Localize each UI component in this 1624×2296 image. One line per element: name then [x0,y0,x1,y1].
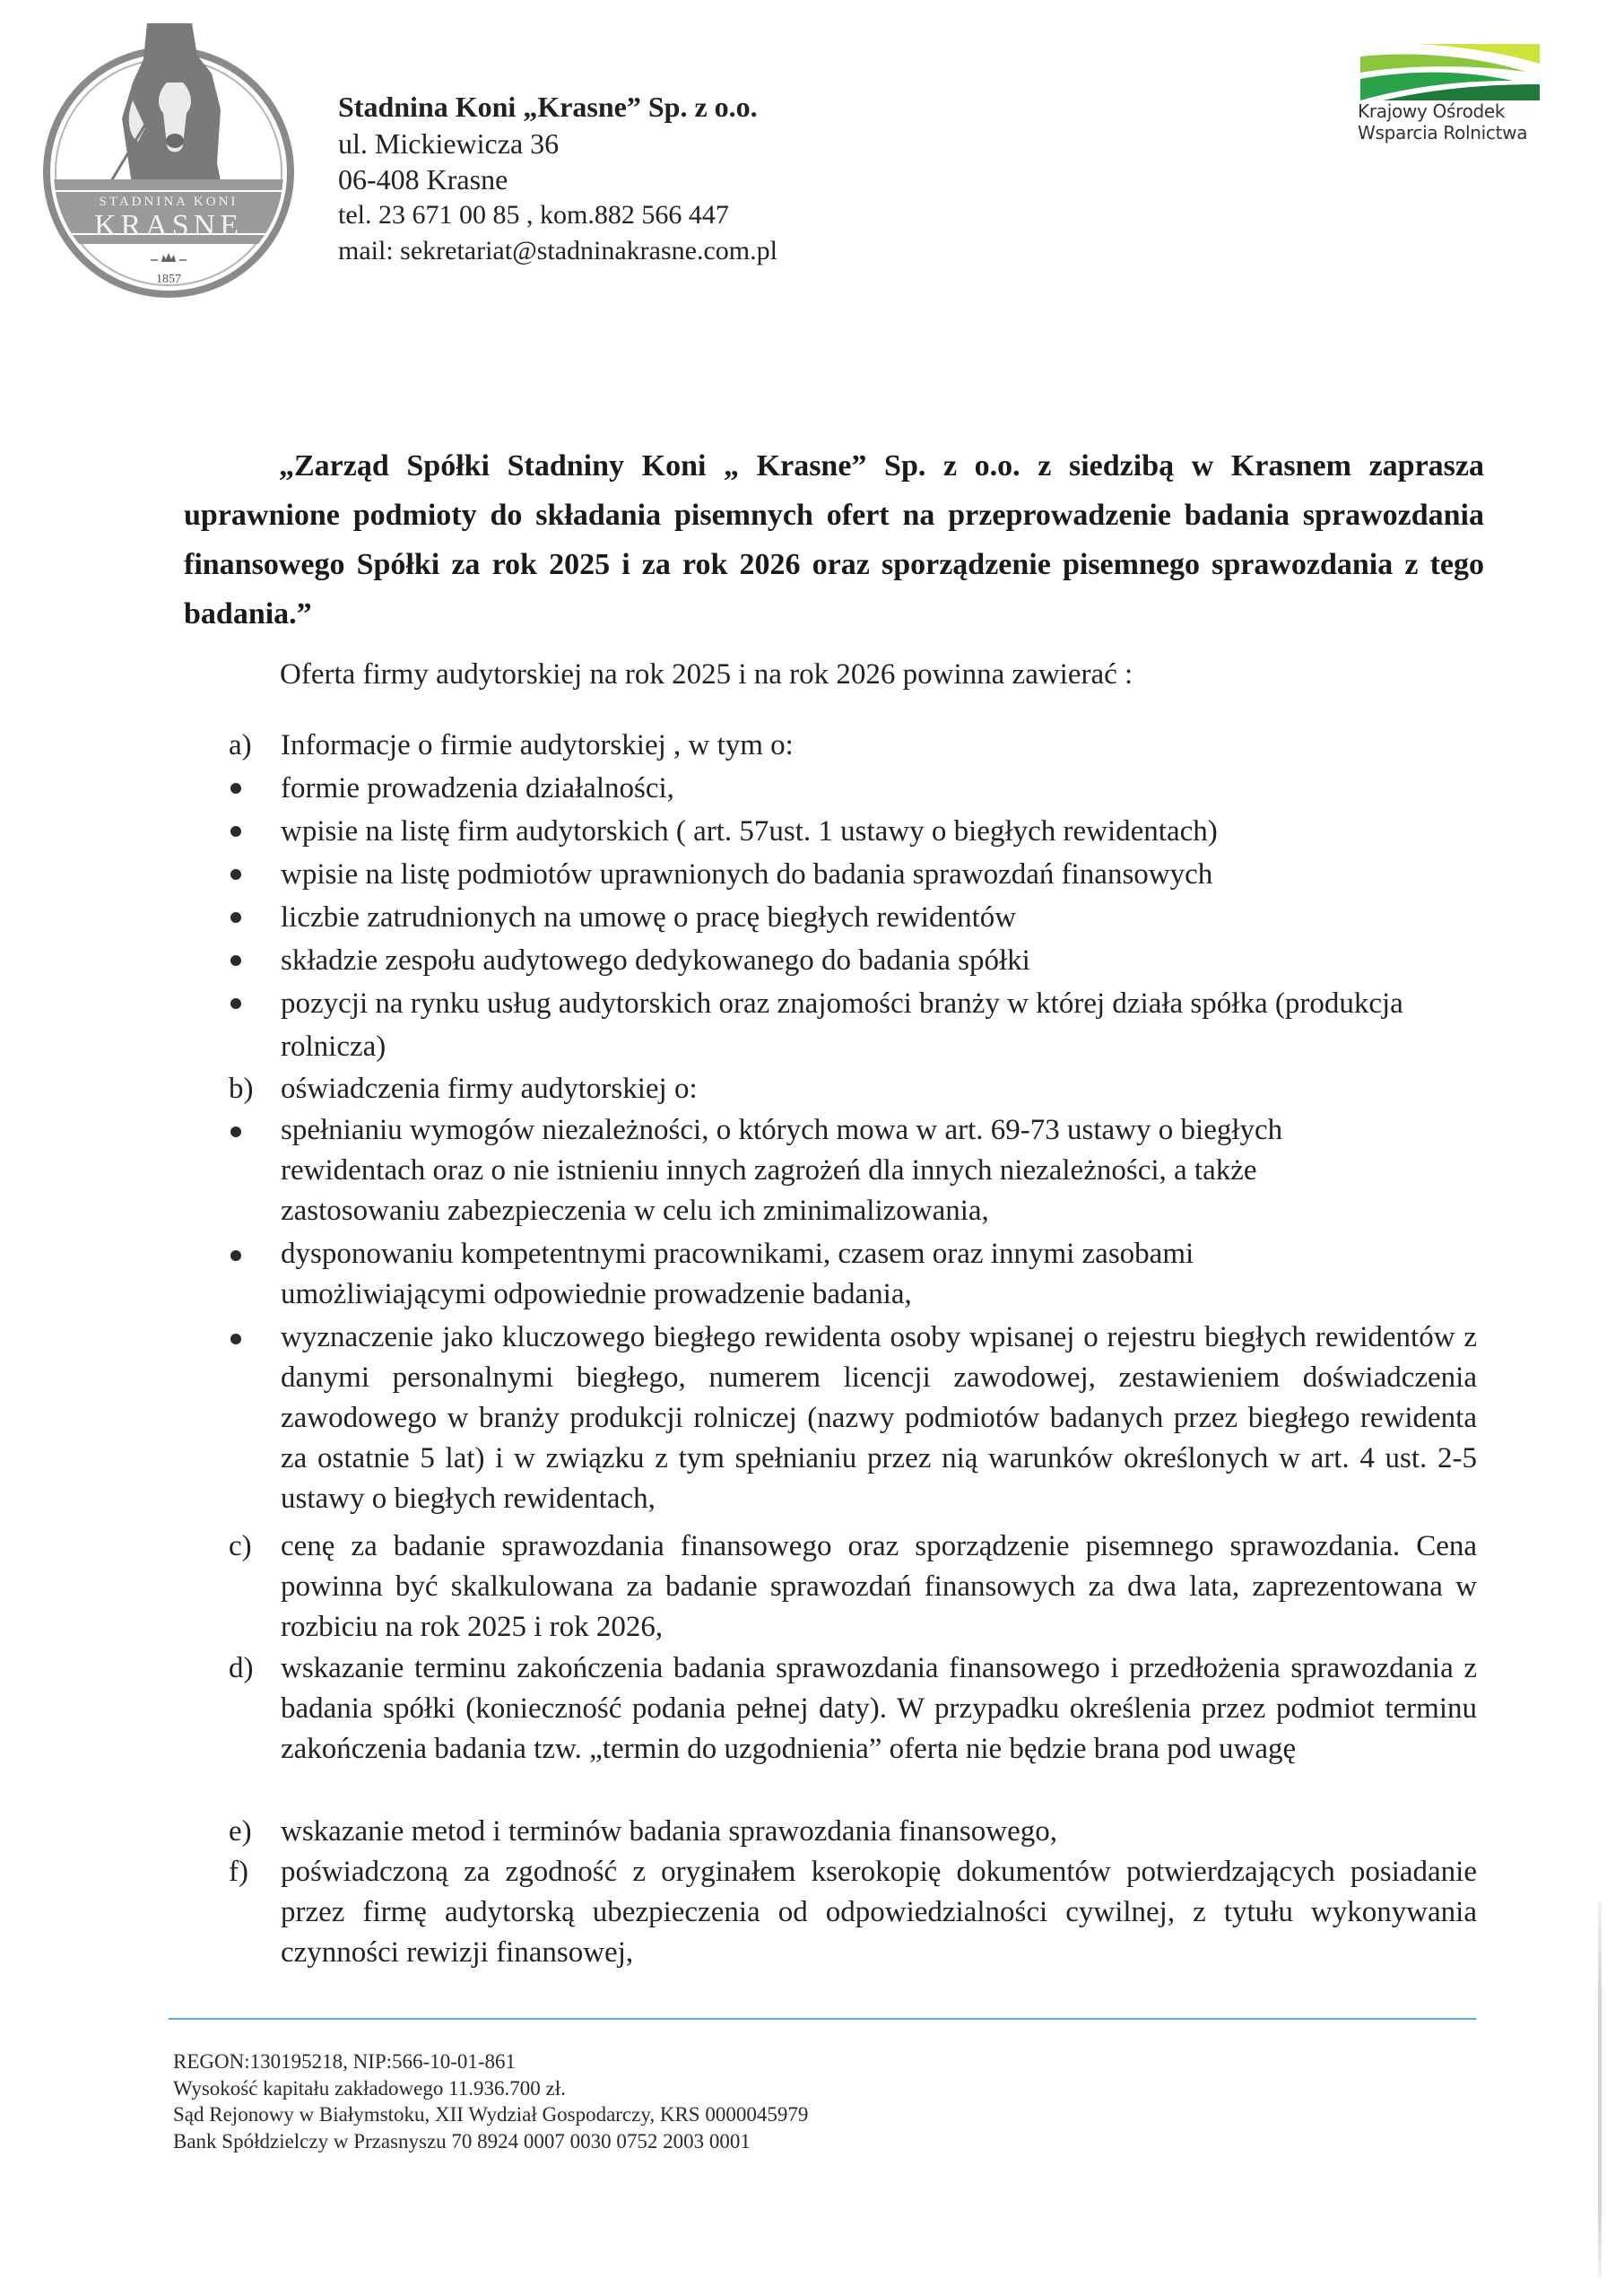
list-item: d) wskazanie terminu zakończenia badania sprawozdania finansowego i przedłożenia sprawozdania z badania spółki (konieczność podania pełnej daty). W przypadku określenia przez podmiot terminu zakończenia badania tzw. „termin do uzgodnienia” oferta nie będzie brana pod uwagę [179,1648,1477,1770]
company-postal-city: 06-408 Krasne [338,163,508,196]
footer-line: Sąd Rejonowy w Białymstoku, XII Wydział Gospodarczy, KRS 0000045979 [173,2103,809,2126]
list-item: spełnianiu wymogów niezależności, o których mowa w art. 69-73 ustawy o biegłych rewidentach oraz o nie istnieniu innych zagrożeń dla innych niezależności, a także zastosowaniu zabezpieczenia w celu ich zminimalizowania, [179,1110,1477,1231]
company-phone: tel. 23 671 00 85 , kom.882 566 447 [338,200,729,230]
list-marker: f) [229,1856,248,1888]
footer-divider [169,2018,1476,2020]
kowr-line-1: Krajowy Ośrodek [1358,100,1506,122]
invitation-paragraph [184,441,1484,639]
company-name: Stadnina Koni „Krasne” Sp. z o.o. [338,91,758,123]
footer-line: Bank Spółdzielczy w Przasnyszu 70 8924 0007 0030 0752 2003 0001 [173,2129,751,2152]
list-item: składzie zespołu audytowego dedykowanego do badania spółki [179,939,1477,982]
list-marker: a) [229,729,252,761]
list-item: e) wskazanie metod i terminów badania sprawozdania finansowego, [179,1812,1477,1852]
svg-text:KRASNE: KRASNE [93,209,244,242]
invitation-text: „Zarząd Spółki Stadniny Koni „ Krasne” Sp. z o.o. z siedzibą w Krasnem zaprasza uprawnione podmioty do składania pisemnych ofert na przeprowadzenie badania sprawozdania finansowego Spółki za rok 2025 i za rok 2026 oraz sporządzenie pisemnego sprawozdania z tego badania.” [184,449,1484,631]
footer-line: REGON:130195218, NIP:566-10-01-861 [173,2050,517,2073]
section-c [179,1526,1477,1648]
bullet-icon [230,955,241,966]
list-marker: b) [229,1073,254,1105]
list-marker: e) [229,1815,252,1848]
footer-line: Wysokość kapitału zakładowego 11.936.700 zł. [173,2076,566,2100]
bullet-icon [230,998,241,1009]
bullet-icon [230,1250,241,1261]
bullet-icon [230,869,241,880]
section-a [179,724,1477,1068]
list-item: dysponowaniu kompetentnymi pracownikami, czasem oraz innymi zasobami umożliwiającymi odpowiednie prowadzenie badania, [179,1234,1477,1315]
bullet-icon [230,1126,241,1137]
kowr-logo-text [1358,100,1555,144]
company-street: ul. Mickiewicza 36 [338,127,560,160]
company-address-block [338,88,966,269]
list-item: wpisie na listę firm audytorskich ( art. 57ust. 1 ustawy o biegłych rewidentach) [179,810,1477,853]
list-item: c) cenę za badanie sprawozdania finansowego oraz sporządzenie pisemnego sprawozdania. Cena powinna być skalkulowana za badanie sprawozdań finansowych za dwa lata, zaprezentowana w rozbiciu na rok 2025 i rok 2026, [179,1526,1477,1648]
list-item: wyznaczenie jako kluczowego biegłego rewidenta osoby wpisanej o rejestru biegłych rewidentów z danymi personalnymi biegłego, numerem licencji zawodowej, zestawieniem doświadczenia zawodowego w branży produkcji rolniczej (nazwy podmiotów badanych przez biegłego rewidenta za ostatnie 5 lat) i w związku z tym spełnianiu przez nią warunków określonych w art. 4 ust. 2-5 ustawy o biegłych rewidentach, [179,1318,1477,1519]
svg-text:1857: 1857 [156,273,181,286]
section-f [179,1852,1477,1973]
bullet-icon [230,826,241,837]
list-item: b) oświadczenia firmy audytorskiej o: [179,1067,1477,1110]
bullet-icon [230,1334,241,1344]
bullet-icon [230,912,241,923]
bullet-icon [230,783,241,794]
section-d [179,1648,1477,1770]
horse-jockey-emblem-icon [32,20,301,307]
scan-edge-artifact [1598,1901,1602,2278]
list-item: pozycji na rynku usług audytorskich oraz znajomości branży w której działa spółka (produkcja rolnicza) [179,982,1477,1068]
list-item: f) poświadczoną za zgodność z oryginałem kserokopię dokumentów potwierdzających posiadanie przez firmę audytorską ubezpieczenia od odpowiedzialności cywilnej, z tytułu wykonywania czynności rewizji finansowej, [179,1852,1477,1973]
list-marker: c) [229,1530,252,1562]
list-item: a) Informacje o firmie audytorskiej , w tym o: [179,724,1477,767]
svg-text:STADNINA KONI: STADNINA KONI [99,195,239,209]
company-registration-footer [173,2048,1070,2154]
list-marker: d) [229,1652,254,1684]
offer-lead-text: Oferta firmy audytorskiej na rok 2025 i na rok 2026 powinna zawierać : [280,658,1133,691]
company-email: mail: sekretariat@stadninakrasne.com.pl [338,236,777,265]
list-item: liczbie zatrudnionych na umowę o pracę biegłych rewidentów [179,896,1477,939]
kowr-line-2: Wsparcia Rolnictwa [1358,122,1528,144]
list-item: wpisie na listę podmiotów uprawnionych do badania sprawozdań finansowych [179,853,1477,896]
list-item: formie prowadzenia działalności, [179,767,1477,810]
section-b [179,1067,1477,1519]
section-e [179,1812,1477,1852]
